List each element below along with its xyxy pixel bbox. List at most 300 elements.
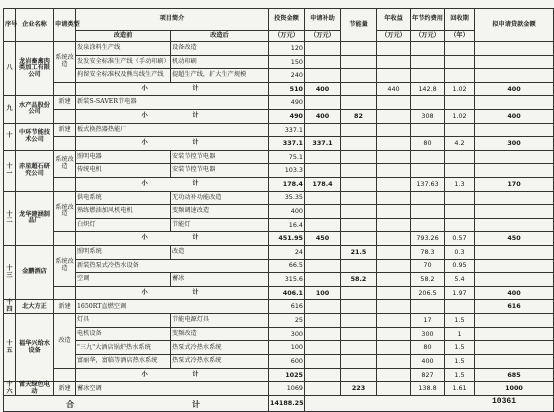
- row-payback: 1.5: [445, 355, 475, 369]
- row-saving: 58.2: [411, 273, 445, 287]
- row-subsidy: [305, 382, 341, 396]
- row-payback: [445, 150, 475, 164]
- row-company: 龙岩畜禽肉类加工有限公司: [16, 42, 54, 96]
- row-subsidy: [305, 123, 341, 137]
- row-income: [377, 96, 411, 110]
- row-investment: 178.4: [269, 177, 305, 191]
- row-seq: 十六: [4, 382, 16, 396]
- row-subsidy: 178.4: [305, 177, 341, 191]
- table-row: [4, 150, 554, 164]
- row-income: [377, 368, 411, 382]
- row-payback: 0.57: [445, 232, 475, 246]
- table-row: [4, 355, 554, 369]
- row-saving: 206.5: [411, 286, 445, 300]
- row-seq: 十三: [4, 245, 16, 299]
- row-before: 空调: [76, 273, 171, 287]
- row-loan: 400: [475, 82, 554, 96]
- table-row: [4, 300, 554, 314]
- total-label: 合 计: [4, 396, 269, 412]
- row-income: [377, 123, 411, 137]
- row-investment: 490: [269, 96, 305, 110]
- col-payback-unit: （年）: [445, 31, 475, 42]
- col-investment: 投资金额: [269, 9, 305, 31]
- row-income: [377, 164, 411, 178]
- row-saving: 70: [411, 259, 445, 273]
- subtotal-row: [4, 286, 554, 300]
- row-payback: 1.3: [445, 177, 475, 191]
- row-investment: 25: [269, 314, 305, 328]
- row-investment: 400: [269, 205, 305, 219]
- row-before: 电机设备: [76, 327, 171, 341]
- row-investment: 600: [269, 355, 305, 369]
- subtotal-label: 小 计: [76, 82, 269, 96]
- row-saving: 142.8: [411, 82, 445, 96]
- row-subsidy: [305, 42, 341, 56]
- row-payback: 4.2: [445, 137, 475, 151]
- row-loan: [475, 341, 554, 355]
- row-loan: 616: [475, 300, 554, 314]
- row-subsidy: 100: [305, 286, 341, 300]
- row-energy: [341, 205, 377, 219]
- row-type: 新建: [54, 300, 76, 314]
- row-investment: 337.1: [269, 123, 305, 137]
- page-number: 10361: [491, 397, 516, 406]
- row-loan: 400: [475, 286, 554, 300]
- subtotal-label: 小 计: [76, 286, 269, 300]
- row-investment: 616: [269, 300, 305, 314]
- row-payback: 1.97: [445, 286, 475, 300]
- row-energy: [341, 55, 377, 69]
- row-after: 改造: [171, 245, 269, 259]
- row-after: 蓄冰: [171, 273, 269, 287]
- row-investment: 24: [269, 245, 305, 259]
- row-after: 节能电源灯具: [171, 314, 269, 328]
- row-payback: [445, 164, 475, 178]
- row-energy: [341, 355, 377, 369]
- row-before: 灯具: [76, 314, 171, 328]
- row-before: 新装热泵式冷热水设备: [76, 259, 269, 273]
- row-company: 金鹏酒店: [16, 245, 54, 299]
- row-loan: [475, 327, 554, 341]
- row-subsidy: [305, 218, 341, 232]
- row-before: 熟练燃油加风机电机: [76, 205, 171, 219]
- table-row: [4, 382, 554, 396]
- row-income: [377, 245, 411, 259]
- row-type: 系统改造: [54, 245, 76, 286]
- row-investment: 315.6: [269, 273, 305, 287]
- row-loan: 450: [475, 232, 554, 246]
- row-after: 变频改造: [171, 327, 269, 341]
- row-income: [377, 273, 411, 287]
- row-type: 新建: [54, 382, 76, 396]
- row-energy: [341, 123, 377, 137]
- row-loan: [475, 96, 554, 110]
- row-saving: [411, 150, 445, 164]
- row-energy: [341, 177, 377, 191]
- row-company: 赤星超石研究公司: [16, 150, 54, 191]
- row-investment: 490: [269, 109, 305, 123]
- subtotal-label: 小 计: [76, 177, 269, 191]
- row-income: [377, 150, 411, 164]
- row-saving: [411, 191, 445, 205]
- table-row: [4, 327, 554, 341]
- row-saving: [411, 300, 445, 314]
- row-energy: [341, 259, 377, 273]
- row-type: 新建: [54, 123, 76, 137]
- row-energy: [341, 82, 377, 96]
- table-row: [4, 164, 554, 178]
- col-before: 改造前: [76, 31, 171, 42]
- row-investment: 75.1: [269, 150, 305, 164]
- row-energy: 21.5: [341, 245, 377, 259]
- row-income: [377, 69, 411, 83]
- row-saving: 827: [411, 368, 445, 382]
- row-saving: 17: [411, 314, 445, 328]
- row-payback: 1.02: [445, 82, 475, 96]
- row-saving: 300: [411, 327, 445, 341]
- row-investment: 300: [269, 327, 305, 341]
- row-payback: 1.02: [445, 109, 475, 123]
- subtotal-label: 小 计: [76, 232, 269, 246]
- row-subsidy: [305, 273, 341, 287]
- row-after: 热泵式冷热水系统: [171, 355, 269, 369]
- table-row: [4, 245, 554, 259]
- row-loan: 685: [475, 368, 554, 382]
- row-saving: [411, 123, 445, 137]
- row-energy: [341, 150, 377, 164]
- row-energy: 58.2: [341, 273, 377, 287]
- row-income: [377, 55, 411, 69]
- row-type: 系统改造: [54, 150, 76, 177]
- row-payback: 5.4: [445, 273, 475, 287]
- col-company: 企业名称: [16, 9, 54, 42]
- row-payback: [445, 42, 475, 56]
- row-income: [377, 205, 411, 219]
- row-after: 热泵式冷热水系统: [171, 341, 269, 355]
- table-row: [4, 341, 554, 355]
- row-income: [377, 314, 411, 328]
- table-row: [4, 96, 554, 110]
- row-income: [377, 137, 411, 151]
- row-loan: [475, 355, 554, 369]
- row-investment: 337.1: [269, 137, 305, 151]
- row-company: 中环节能技术公司: [16, 123, 54, 150]
- row-energy: [341, 137, 377, 151]
- row-payback: 1.61: [445, 382, 475, 396]
- col-payback: 回收期: [445, 9, 475, 31]
- row-payback: [445, 55, 475, 69]
- row-before: 白炽灯: [76, 218, 171, 232]
- row-payback: [445, 123, 475, 137]
- row-investment: 103.3: [269, 164, 305, 178]
- row-subsidy: [305, 69, 341, 83]
- subtotal-label: 小 计: [76, 368, 269, 382]
- row-income: [377, 355, 411, 369]
- row-before: 富丽华，富临等酒店热水系统: [76, 355, 171, 369]
- row-subsidy: [305, 191, 341, 205]
- row-loan: [475, 314, 554, 328]
- row-before: 发发安全标准生产线（手动印刷）: [76, 55, 171, 69]
- row-payback: 1: [445, 327, 475, 341]
- row-income: [377, 341, 411, 355]
- row-income: [377, 232, 411, 246]
- row-before: 照明电器: [76, 150, 171, 164]
- row-energy: [341, 69, 377, 83]
- table-row: [4, 123, 554, 137]
- row-after: 安装节控节电器: [171, 150, 269, 164]
- row-before: 照明系统: [76, 245, 171, 259]
- row-investment: 16.4: [269, 218, 305, 232]
- row-loan: [475, 150, 554, 164]
- row-payback: [445, 205, 475, 219]
- row-before: 发泉涂料生产线: [76, 42, 171, 56]
- row-loan: 300: [475, 137, 554, 151]
- row-subsidy: [305, 368, 341, 382]
- table-row: [4, 191, 554, 205]
- row-income: [377, 300, 411, 314]
- row-before: 新装S-SAVER节电器: [76, 96, 269, 110]
- row-subsidy: [305, 355, 341, 369]
- row-payback: 1.5: [445, 368, 475, 382]
- row-payback: [445, 191, 475, 205]
- row-payback: [445, 218, 475, 232]
- row-energy: [341, 232, 377, 246]
- row-saving: 308: [411, 109, 445, 123]
- row-saving: [411, 42, 445, 56]
- row-energy: [341, 164, 377, 178]
- row-income: [377, 42, 411, 56]
- row-payback: 0.3: [445, 245, 475, 259]
- row-before: 1650RT直燃空调: [76, 300, 269, 314]
- row-before: 板式换热器热能厂: [76, 123, 269, 137]
- row-income: [377, 191, 411, 205]
- row-before: 拘留安全标准权及熊鸟线生产线: [76, 69, 171, 83]
- row-income: [377, 286, 411, 300]
- row-investment: 240: [269, 69, 305, 83]
- row-subsidy: [305, 327, 341, 341]
- col-energy: 节能量: [341, 9, 377, 42]
- table-row: [4, 205, 554, 219]
- row-investment: 120: [269, 42, 305, 56]
- row-seq: 十: [4, 123, 16, 150]
- row-energy: 223: [341, 382, 377, 396]
- row-subsidy: [305, 314, 341, 328]
- row-seq: 十五: [4, 314, 16, 382]
- row-saving: [411, 69, 445, 83]
- row-before: 蓄冰空调: [76, 382, 269, 396]
- col-subsidy-unit: （万元）: [305, 31, 341, 42]
- header-subrow: [4, 31, 554, 42]
- row-energy: [341, 191, 377, 205]
- row-payback: 0.95: [445, 259, 475, 273]
- row-saving: [411, 55, 445, 69]
- row-income: 440: [377, 82, 411, 96]
- row-energy: [341, 96, 377, 110]
- row-loan: 1000: [475, 382, 554, 396]
- row-loan: [475, 191, 554, 205]
- row-saving: 138.8: [411, 382, 445, 396]
- col-seq: 序号: [4, 9, 16, 42]
- row-energy: [341, 300, 377, 314]
- row-subsidy: [305, 245, 341, 259]
- row-saving: [411, 205, 445, 219]
- row-subsidy: [305, 164, 341, 178]
- row-investment: 1025: [269, 368, 305, 382]
- row-seq: 十一: [4, 150, 16, 191]
- col-income-unit: （万元）: [377, 31, 411, 42]
- row-energy: [341, 327, 377, 341]
- total-row: [4, 396, 554, 412]
- row-energy: [341, 314, 377, 328]
- row-energy: 82: [341, 109, 377, 123]
- row-energy: [341, 341, 377, 355]
- row-saving: 400: [411, 355, 445, 369]
- row-seq: 十四: [4, 300, 16, 314]
- row-subsidy: [305, 205, 341, 219]
- row-after: 提超生产线，扩大生产规模: [171, 69, 269, 83]
- table-row: [4, 69, 554, 83]
- row-loan: [475, 218, 554, 232]
- row-loan: [475, 55, 554, 69]
- row-subsidy: [305, 150, 341, 164]
- row-payback: 1.5: [445, 314, 475, 328]
- col-loan: 拟申请贷款金额: [475, 9, 554, 42]
- table-row: [4, 273, 554, 287]
- subtotal-row: [4, 137, 554, 151]
- row-subsidy: [305, 341, 341, 355]
- row-loan: [475, 205, 554, 219]
- row-investment: 100: [269, 341, 305, 355]
- subtotal-row: [4, 232, 554, 246]
- subtotal-label: 小 计: [76, 137, 269, 151]
- row-seq: 十二: [4, 191, 16, 245]
- row-before: "三九"大酒店锅炉热水系统: [76, 341, 171, 355]
- row-loan: [475, 164, 554, 178]
- row-company: 福华兴给水设备: [16, 314, 54, 382]
- subtotal-row: [4, 177, 554, 191]
- row-seq: 九: [4, 96, 16, 123]
- subtotal-label: 小 计: [76, 109, 269, 123]
- row-after: 变频调速改造: [171, 205, 269, 219]
- table-row: [4, 55, 554, 69]
- row-subsidy: [305, 300, 341, 314]
- row-income: [377, 109, 411, 123]
- row-after: 节能灯: [171, 218, 269, 232]
- row-loan: [475, 123, 554, 137]
- row-payback: [445, 300, 475, 314]
- subtotal-row: [4, 109, 554, 123]
- row-investment: 1069: [269, 382, 305, 396]
- row-investment: 406.1: [269, 286, 305, 300]
- row-type: 系统改造: [54, 42, 76, 83]
- subtotal-row: [4, 82, 554, 96]
- row-income: [377, 259, 411, 273]
- row-company: 雷天绿色电动: [16, 382, 54, 396]
- header-row: [4, 9, 554, 31]
- col-type: 申请类型: [54, 9, 76, 42]
- row-subsidy: 400: [305, 109, 341, 123]
- col-saving: 年节约费用: [411, 9, 445, 31]
- row-loan: 170: [475, 177, 554, 191]
- row-loan: [475, 245, 554, 259]
- row-subsidy: [305, 55, 341, 69]
- row-saving: 80: [411, 137, 445, 151]
- row-type: 系统改造: [54, 191, 76, 232]
- total-investment: 14188.25: [269, 396, 305, 412]
- col-after: 改造后: [171, 31, 269, 42]
- row-loan: [475, 273, 554, 287]
- row-investment: 510: [269, 82, 305, 96]
- row-subsidy: 400: [305, 82, 341, 96]
- row-loan: [475, 42, 554, 56]
- row-loan: 400: [475, 109, 554, 123]
- row-company: 北大方正: [16, 300, 54, 314]
- row-investment: 66.5: [269, 259, 305, 273]
- row-company: 水产品股份公司: [16, 96, 54, 123]
- row-energy: [341, 286, 377, 300]
- col-income: 年收益: [377, 9, 411, 31]
- row-before: 传统电机: [76, 164, 171, 178]
- row-before: 供电系统: [76, 191, 171, 205]
- row-payback: [445, 96, 475, 110]
- row-after: 无功动补功能改造: [171, 191, 269, 205]
- row-energy: [341, 42, 377, 56]
- row-subsidy: 337.1: [305, 137, 341, 151]
- row-saving: 78.3: [411, 245, 445, 259]
- table-row: [4, 42, 554, 56]
- row-saving: [411, 164, 445, 178]
- col-overview: 项目简介: [76, 9, 269, 31]
- row-after: 设备改造: [171, 42, 269, 56]
- col-saving-unit: （万元）: [411, 31, 445, 42]
- row-payback: 1.5: [445, 341, 475, 355]
- row-loan: [475, 69, 554, 83]
- row-investment: 150: [269, 55, 305, 69]
- row-saving: 793.26: [411, 232, 445, 246]
- row-after: 安装节控节电器: [171, 164, 269, 178]
- row-investment: 451.95: [269, 232, 305, 246]
- row-subsidy: [305, 96, 341, 110]
- table-row: [4, 314, 554, 328]
- project-table: [3, 8, 554, 412]
- row-income: [377, 218, 411, 232]
- row-payback: [445, 69, 475, 83]
- row-saving: 137.63: [411, 177, 445, 191]
- table-row: [4, 259, 554, 273]
- row-subsidy: [305, 259, 341, 273]
- row-income: [377, 382, 411, 396]
- row-seq: 八: [4, 42, 16, 96]
- table-row: [4, 218, 554, 232]
- col-investment-unit: （万元）: [269, 31, 305, 42]
- row-loan: [475, 259, 554, 273]
- col-subsidy: 申请补助: [305, 9, 341, 31]
- row-type: 新建: [54, 96, 76, 110]
- row-investment: 35.35: [269, 191, 305, 205]
- row-energy: [341, 368, 377, 382]
- row-company: 龙华建涵制品厂: [16, 191, 54, 245]
- row-income: [377, 177, 411, 191]
- row-saving: [411, 96, 445, 110]
- row-energy: [341, 218, 377, 232]
- row-type: 改造: [54, 314, 76, 368]
- row-saving: 80: [411, 341, 445, 355]
- row-income: [377, 327, 411, 341]
- row-subsidy: 450: [305, 232, 341, 246]
- subtotal-row: [4, 368, 554, 382]
- row-saving: [411, 218, 445, 232]
- row-after: 机动印刷: [171, 55, 269, 69]
